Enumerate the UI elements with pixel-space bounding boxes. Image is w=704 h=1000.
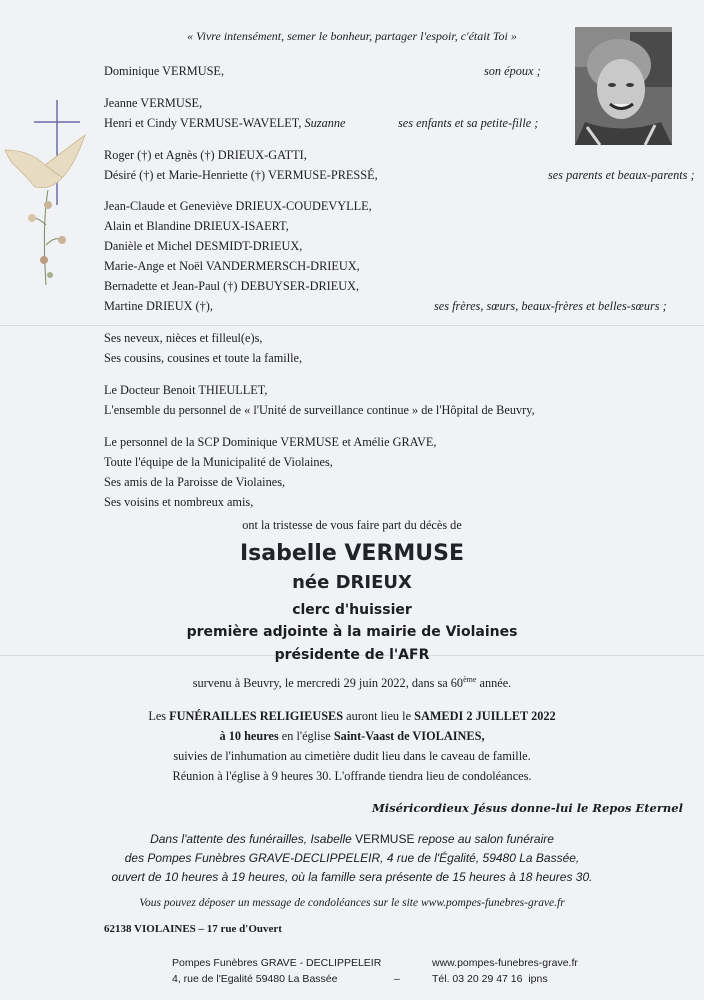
dove-icon (5, 135, 85, 188)
funeral-line: suivies de l'inhumation au cimetière dudit lieu dans le caveau de famille. (173, 749, 531, 763)
prayer: Miséricordieux Jésus donne-lui le Repos Eternel (372, 801, 683, 815)
funeral-time: à 10 heures (219, 729, 279, 743)
visitation-line: ouvert de 10 heures à 19 heures, où la famille sera présente de 15 heures à 18 heures 30. (111, 870, 593, 884)
others-line: Ses amis de la Paroisse de Violaines, (104, 475, 286, 489)
role-line: présidente de l'AFR (274, 647, 430, 663)
footer-website: www.pompes-funebres-grave.fr (432, 957, 578, 969)
visitation-text: repose au salon funéraire (414, 832, 554, 846)
death-text-end: année. (476, 676, 512, 691)
role-line: clerc d'huissier (292, 602, 412, 618)
visitation-line: des Pompes Funèbres GRAVE-DECLIPPELEIR, 4 rue de l'Égalité, 59480 La Bassée, (124, 851, 580, 865)
parent-line: Désiré (†) et Marie-Henriette (†) VERMUSE-PRESSÉ, (104, 168, 378, 182)
medical-line: Le Docteur Benoit THIEULLET, (104, 383, 268, 397)
family-address: 62138 VIOLAINES – 17 rue d'Ouvert (104, 923, 282, 935)
children-relation: ses enfants et sa petite-fille ; (398, 116, 539, 130)
footer-mark: ipns (528, 973, 548, 985)
child-line: Jeanne VERMUSE, (104, 96, 203, 110)
extended-family-line: Ses neveux, nièces et filleul(e)s, (104, 331, 263, 345)
death-notice (0, 675, 704, 691)
maiden-name: née DRIEUX (292, 572, 412, 593)
husband-name: Dominique VERMUSE, (104, 64, 225, 78)
visitation-name: VERMUSE (355, 832, 415, 846)
sibling-line: Alain et Blandine DRIEUX-ISAERT, (104, 219, 289, 233)
extended-family-line: Ses cousins, cousines et toute la famille, (104, 351, 303, 365)
siblings-relation: ses frères, sœurs, beaux-frères et belles-sœurs ; (434, 299, 667, 313)
funeral-church: Saint-Vaast de VIOLAINES, (333, 729, 485, 743)
cross-dove-decoration (0, 95, 105, 295)
child-line (104, 116, 346, 131)
funeral-line: Réunion à l'église à 9 heures 30. L'offrande tiendra lieu de condoléances. (172, 769, 532, 783)
parent-line: Roger (†) et Agnès (†) DRIEUX-GATTI, (104, 148, 307, 162)
medical-line: L'ensemble du personnel de « l'Unité de surveillance continue » de l'Hôpital de Beuvry, (104, 403, 535, 417)
paper-fold (0, 325, 704, 326)
footer-phone-number: Tél. 03 20 29 47 16 (432, 973, 523, 985)
sibling-line: Bernadette et Jean-Paul (†) DEBUYSER-DRIEUX, (104, 279, 360, 293)
funeral-line (0, 709, 704, 724)
condolences-note: Vous pouvez déposer un message de condoléances sur le site www.pompes-funebres-grave.fr (139, 897, 565, 909)
funeral-date: SAMEDI 2 JUILLET 2022 (414, 709, 556, 723)
death-superscript: ème (463, 675, 477, 684)
portrait-photo (575, 27, 672, 145)
funeral-line (0, 729, 704, 744)
role-line: première adjointe à la mairie de Violaines (186, 624, 518, 640)
footer-phone (432, 973, 548, 985)
footer-dash: – (394, 973, 400, 985)
motto: « Vivre intensément, semer le bonheur, partager l'espoir, c'était Toi » (187, 29, 517, 43)
funeral-text: Les (148, 709, 170, 723)
deceased-name: Isabelle VERMUSE (239, 541, 465, 566)
sibling-line: Jean-Claude et Geneviève DRIEUX-COUDEVYLLE, (104, 199, 372, 213)
sibling-line: Danièle et Michel DESMIDT-DRIEUX, (104, 239, 303, 253)
footer-company: Pompes Funèbres GRAVE - DECLIPPELEIR (172, 957, 382, 969)
granddaughter-name: Suzanne (304, 116, 346, 130)
sibling-line: Marie-Ange et Noël VANDERMERSCH-DRIEUX, (104, 259, 360, 273)
visitation-text: Dans l'attente des funérailles, Isabelle (150, 832, 356, 846)
others-line: Ses voisins et nombreux amis, (104, 495, 254, 509)
others-line: Toute l'équipe de la Municipalité de Violaines, (104, 455, 333, 469)
announcement: ont la tristesse de vous faire part du décès de (242, 518, 462, 532)
death-text: survenu à Beuvry, le mercredi 29 juin 2022, dans sa 60 (192, 676, 464, 691)
funeral-text: auront lieu le (343, 709, 415, 723)
sibling-line: Martine DRIEUX (†), (104, 299, 213, 313)
husband-relation: son époux ; (484, 64, 541, 78)
others-line: Le personnel de la SCP Dominique VERMUSE et Amélie GRAVE, (104, 435, 437, 449)
footer-address: 4, rue de l'Egalité 59480 La Bassée (172, 973, 338, 985)
children-names: Henri et Cindy VERMUSE-WAVELET, (104, 116, 302, 130)
parents-relation: ses parents et beaux-parents ; (548, 168, 695, 182)
funeral-text: en l'église (278, 729, 334, 743)
visitation-line (0, 832, 704, 846)
funeral-emphasis: FUNÉRAILLES RELIGIEUSES (169, 709, 344, 723)
